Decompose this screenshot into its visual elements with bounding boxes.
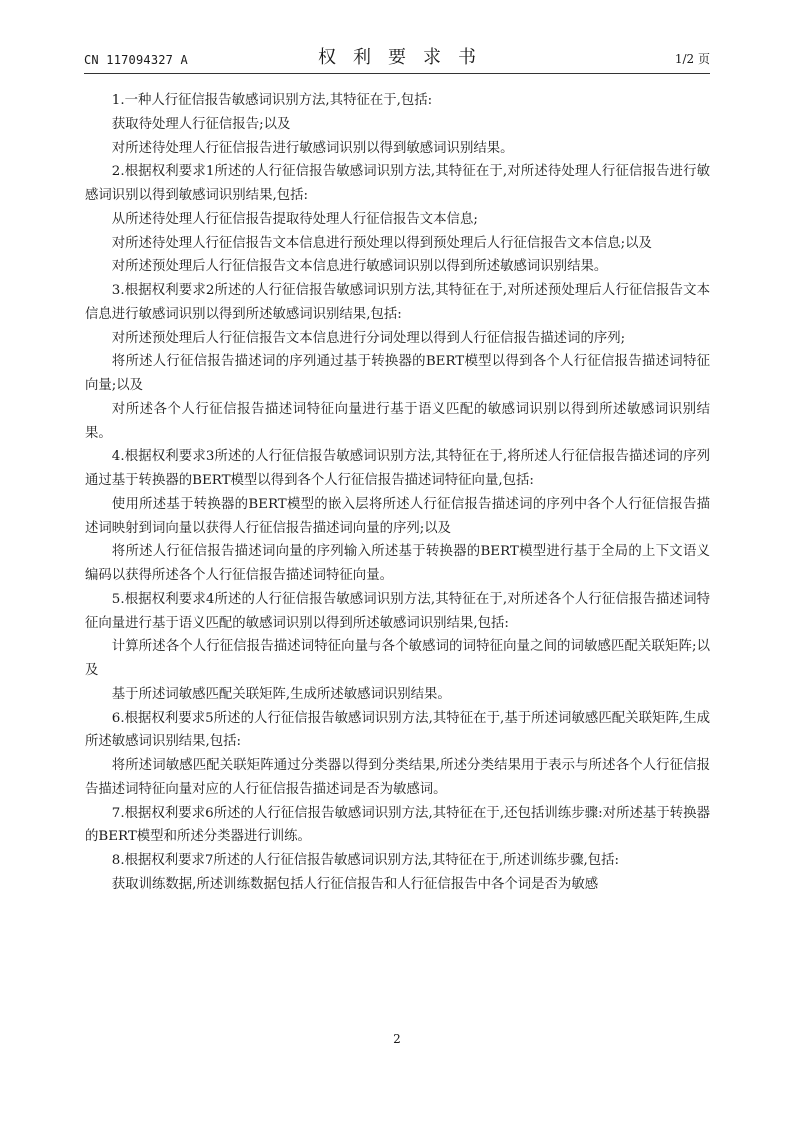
claims-body — [85, 89, 710, 897]
header-rule — [84, 73, 710, 74]
claim-paragraph: 3.根据权利要求2所述的人行征信报告敏感词识别方法,其特征在于,对所述预处理后人行征信报告文本信息进行敏感词识别以得到所述敏感词识别结果,包括: — [85, 283, 710, 322]
claim-paragraph: 对所述待处理人行征信报告进行敏感词识别以得到敏感词识别结果。 — [111, 140, 514, 156]
claim-paragraph: 7.根据权利要求6所述的人行征信报告敏感词识别方法,其特征在于,还包括训练步骤:对所述基于转换器的BERT模型和所述分类器进行训练。 — [85, 805, 710, 845]
claim-paragraph: 6.根据权利要求5所述的人行征信报告敏感词识别方法,其特征在于,基于所述词敏感匹配关联矩阵,生成所述敏感词识别结果,包括: — [85, 710, 710, 750]
claim-paragraph: 对所述预处理后人行征信报告文本信息进行分词处理以得到人行征信报告描述词的序列; — [111, 330, 626, 346]
claim-paragraph: 对所述各个人行征信报告描述词特征向量进行基于语义匹配的敏感词识别以得到所述敏感词识别结果。 — [85, 401, 710, 441]
claim-paragraph: 对所述待处理人行征信报告文本信息进行预处理以得到预处理后人行征信报告文本信息;以及 — [111, 235, 652, 251]
document-title: 权利要求书 — [318, 47, 493, 68]
claim-paragraph: 基于所述词敏感匹配关联矩阵,生成所述敏感词识别结果。 — [111, 686, 451, 702]
claim-paragraph: 5.根据权利要求4所述的人行征信报告敏感词识别方法,其特征在于,对所述各个人行征信报告描述词特征向量进行基于语义匹配的敏感词识别以得到所述敏感词识别结果,包括: — [85, 591, 710, 631]
claim-paragraph: 对所述预处理后人行征信报告文本信息进行敏感词识别以得到所述敏感词识别结果。 — [111, 259, 608, 275]
claim-paragraph: 4.根据权利要求3所述的人行征信报告敏感词识别方法,其特征在于,将所述人行征信报告描述词的序列通过基于转换器的BERT模型以得到各个人行征信报告描述词特征向量,包括: — [85, 449, 710, 488]
claim-paragraph: 使用所述基于转换器的BERT模型的嵌入层将所述人行征信报告描述词的序列中各个人行征信报告描述词映射到词向量以获得人行征信报告描述词向量的序列;以及 — [85, 496, 710, 536]
claim-paragraph: 将所述人行征信报告描述词的序列通过基于转换器的BERT模型以得到各个人行征信报告描述词特征向量;以及 — [85, 354, 710, 393]
claim-paragraph: 将所述词敏感匹配关联矩阵通过分类器以得到分类结果,所述分类结果用于表示与所述各个人行征信报告描述词特征向量对应的人行征信报告描述词是否为敏感词。 — [85, 758, 710, 797]
page-indicator: 1/2 页 — [674, 52, 710, 66]
page-header — [84, 44, 710, 74]
document-number: CN 117094327 A — [84, 53, 188, 67]
claim-paragraph: 将所述人行征信报告描述词向量的序列输入所述基于转换器的BERT模型进行基于全局的上下文语义编码以获得所述各个人行征信报告描述词特征向量。 — [85, 544, 710, 583]
page-number: 2 — [393, 1032, 401, 1046]
claim-paragraph: 1.一种人行征信报告敏感词识别方法,其特征在于,包括: — [111, 93, 433, 108]
claim-paragraph: 8.根据权利要求7所述的人行征信报告敏感词识别方法,其特征在于,所述训练步骤,包括: — [111, 853, 620, 868]
claim-paragraph: 获取训练数据,所述训练数据包括人行征信报告和人行征信报告中各个词是否为敏感 — [111, 876, 599, 892]
claim-paragraph: 计算所述各个人行征信报告描述词特征向量与各个敏感词的词特征向量之间的词敏感匹配关联矩阵;以及 — [85, 639, 710, 678]
claim-paragraph: 从所述待处理人行征信报告提取待处理人行征信报告文本信息; — [111, 211, 478, 227]
claim-paragraph: 获取待处理人行征信报告;以及 — [111, 116, 291, 132]
claim-paragraph: 2.根据权利要求1所述的人行征信报告敏感词识别方法,其特征在于,对所述待处理人行征信报告进行敏感词识别以得到敏感词识别结果,包括: — [85, 164, 710, 203]
